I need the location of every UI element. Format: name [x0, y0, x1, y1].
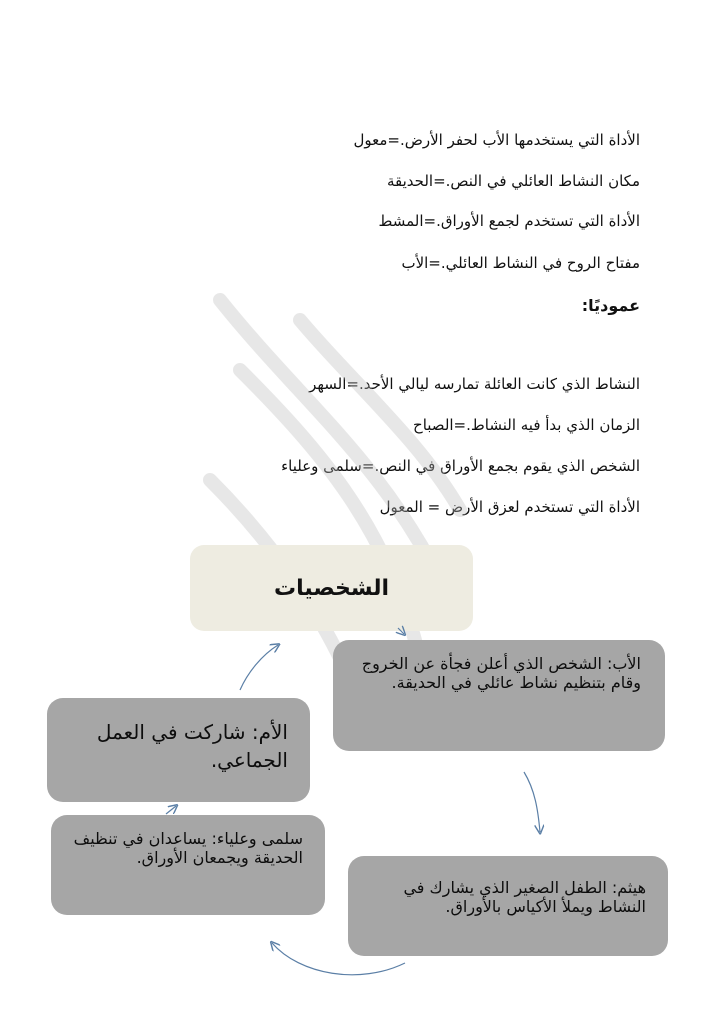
father-box: الأب: الشخص الذي أعلن فجأة عن الخروج وقام بتنظيم نشاط عائلي في الحديقة. [333, 640, 665, 751]
mother-box: الأم: شاركت في العمل الجماعي. [47, 698, 310, 802]
arrow-title-to-father [398, 628, 404, 634]
answer-line: الأداة التي تستخدم لعزق الأرض = المعول [379, 498, 640, 516]
answer-line: مفتاح الروح في النشاط العائلي.=الأب [401, 254, 640, 272]
answer-line: الأداة التي يستخدمها الأب لحفر الأرض.=معول [353, 131, 640, 149]
arrow-haytham-to-salma [272, 943, 405, 975]
answer-line: النشاط الذي كانت العائلة تمارسه ليالي الأحد.=السهر [309, 375, 640, 393]
arrow-salma-to-mother [166, 806, 176, 814]
salma-aliaa-box: سلمى وعلياء: يساعدان في تنظيف الحديقة ويجمعان الأوراق. [51, 815, 325, 915]
answer-line: الشخص الذي يقوم بجمع الأوراق في النص.=سلمى وعلياء [281, 457, 640, 475]
vertical-heading: عموديًا: [581, 296, 640, 315]
haytham-box: هيثم: الطفل الصغير الذي يشارك في النشاط ويملأ الأكياس بالأوراق. [348, 856, 668, 956]
answer-line: الأداة التي تستخدم لجمع الأوراق.=المشط [378, 212, 640, 230]
arrow-father-to-haytham [524, 772, 540, 832]
answer-line: مكان النشاط العائلي في النص.=الحديقة [386, 172, 640, 190]
characters-title: الشخصيات [190, 545, 473, 631]
answer-line: الزمان الذي بدأ فيه النشاط.=الصباح [413, 416, 640, 434]
arrow-mother-to-title [240, 645, 278, 690]
